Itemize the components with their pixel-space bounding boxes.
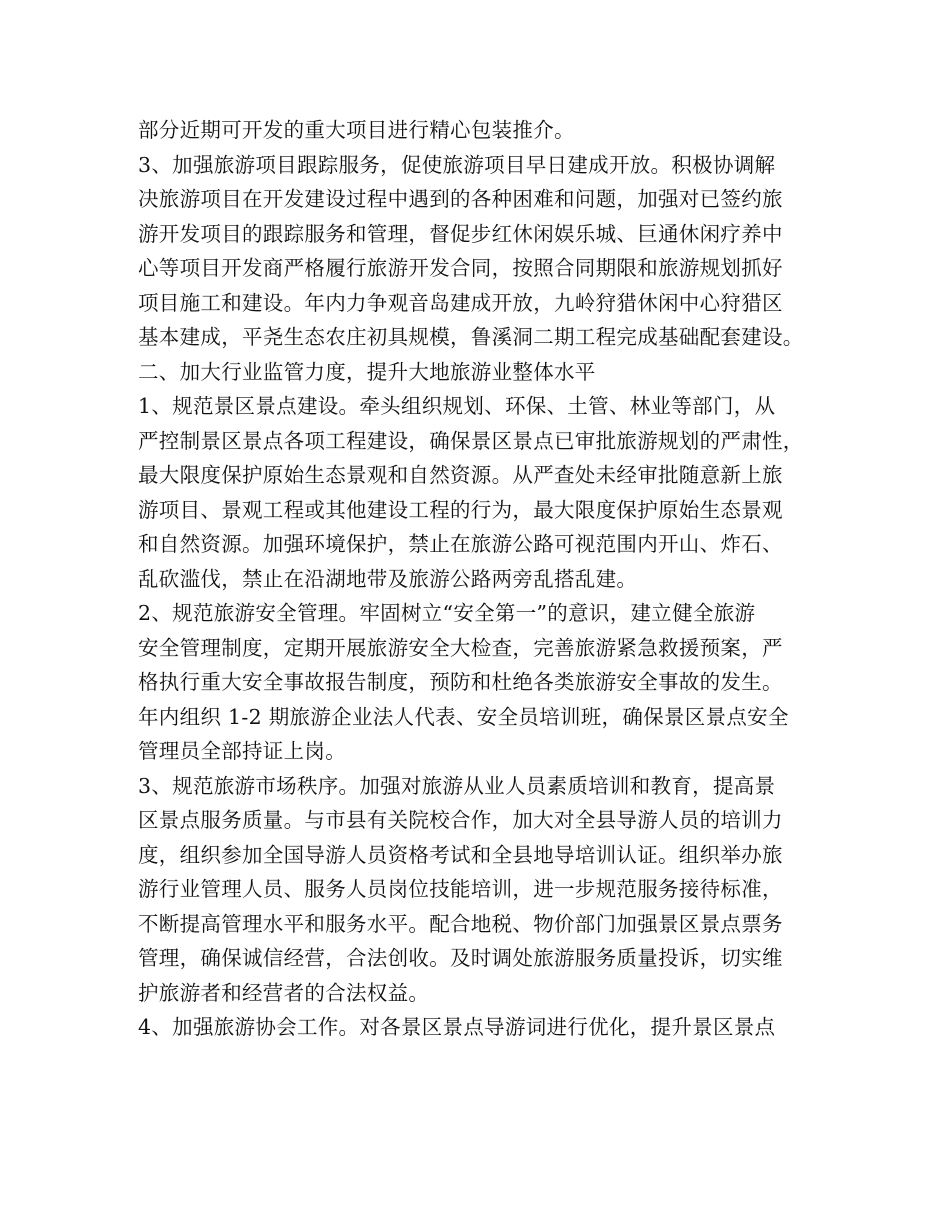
text-line: 最大限度保护原始生态景观和自然资源。从严查处未经审批随意新上旅 <box>138 463 783 487</box>
text-line: 部分近期可开发的重大项目进行精心包装推介。 <box>138 118 575 142</box>
text-line: 区景点服务质量。与市县有关院校合作，加大对全县导游人员的培训力 <box>138 808 783 832</box>
text-line: 项目施工和建设。年内力争观音岛建成开放，九岭狩猎休闲中心狩猎区 <box>138 290 783 315</box>
text-line: 2、规范旅游安全管理。牢固树立“安全第一”的意识，建立健全旅游 <box>138 601 756 625</box>
text-line: 年内组织 1-2 期旅游企业法人代表、安全员培训班，确保景区景点安全 <box>138 704 789 729</box>
text-line: 管理员全部持证上岗。 <box>138 739 346 763</box>
text-line: 不断提高管理水平和服务水平。配合地税、物价部门加强景区景点票务 <box>138 911 783 936</box>
text-line: 度，组织参加全国导游人员资格考试和全县地导培训认证。组织举办旅 <box>138 842 783 867</box>
text-line: 1、规范景区景点建设。牵头组织规划、环保、土管、林业等部门，从 <box>138 394 776 418</box>
text-line: 护旅游者和经营者的合法权益。 <box>138 980 430 1005</box>
text-line: 游行业管理人员、服务人员岗位技能培训，进一步规范服务接待标准， <box>138 877 783 901</box>
text-line: 4、加强旅游协会工作。对各景区景点导游词进行优化，提升景区景点 <box>138 1015 776 1039</box>
text-line: 游开发项目的跟踪服务和管理，督促步红休闲娱乐城、巨通休闲疗养中 <box>138 221 783 246</box>
text-line: 基本建成，平尧生态农庄初具规模，鲁溪洞二期工程完成基础配套建设。 <box>138 325 804 349</box>
text-line: 3、加强旅游项目跟踪服务，促使旅游项目早日建成开放。积极协调解 <box>138 152 776 177</box>
document-body <box>138 113 838 1045</box>
text-line: 格执行重大安全事故报告制度，预防和杜绝各类旅游安全事故的发生。 <box>138 670 783 694</box>
text-line: 心等项目开发商严格履行旅游开发合同，按照合同期限和旅游规划抓好 <box>138 256 783 280</box>
text-line: 管理，确保诚信经营，合法创收。及时调处旅游服务质量投诉，切实维 <box>138 946 783 970</box>
text-line: 乱砍滥伐，禁止在沿湖地带及旅游公路两旁乱搭乱建。 <box>138 566 638 591</box>
text-line: 决旅游项目在开发建设过程中遇到的各种困难和问题，加强对已签约旅 <box>138 187 783 211</box>
text-line: 3、规范旅游市场秩序。加强对旅游从业人员素质培训和教育，提高景 <box>138 773 776 798</box>
section-heading: 二、加大行业监管力度，提升大地旅游业整体水平 <box>138 359 596 384</box>
text-line: 游项目、景观工程或其他建设工程的行为，最大限度保护原始生态景观 <box>138 497 783 522</box>
text-line: 安全管理制度，定期开展旅游安全大检查，完善旅游紧急救援预案，严 <box>138 635 783 660</box>
text-line: 严控制景区景点各项工程建设，确保景区景点已审批旅游规划的严肃性， <box>138 428 804 453</box>
text-line: 和自然资源。加强环境保护，禁止在旅游公路可视范围内开山、炸石、 <box>138 532 783 556</box>
